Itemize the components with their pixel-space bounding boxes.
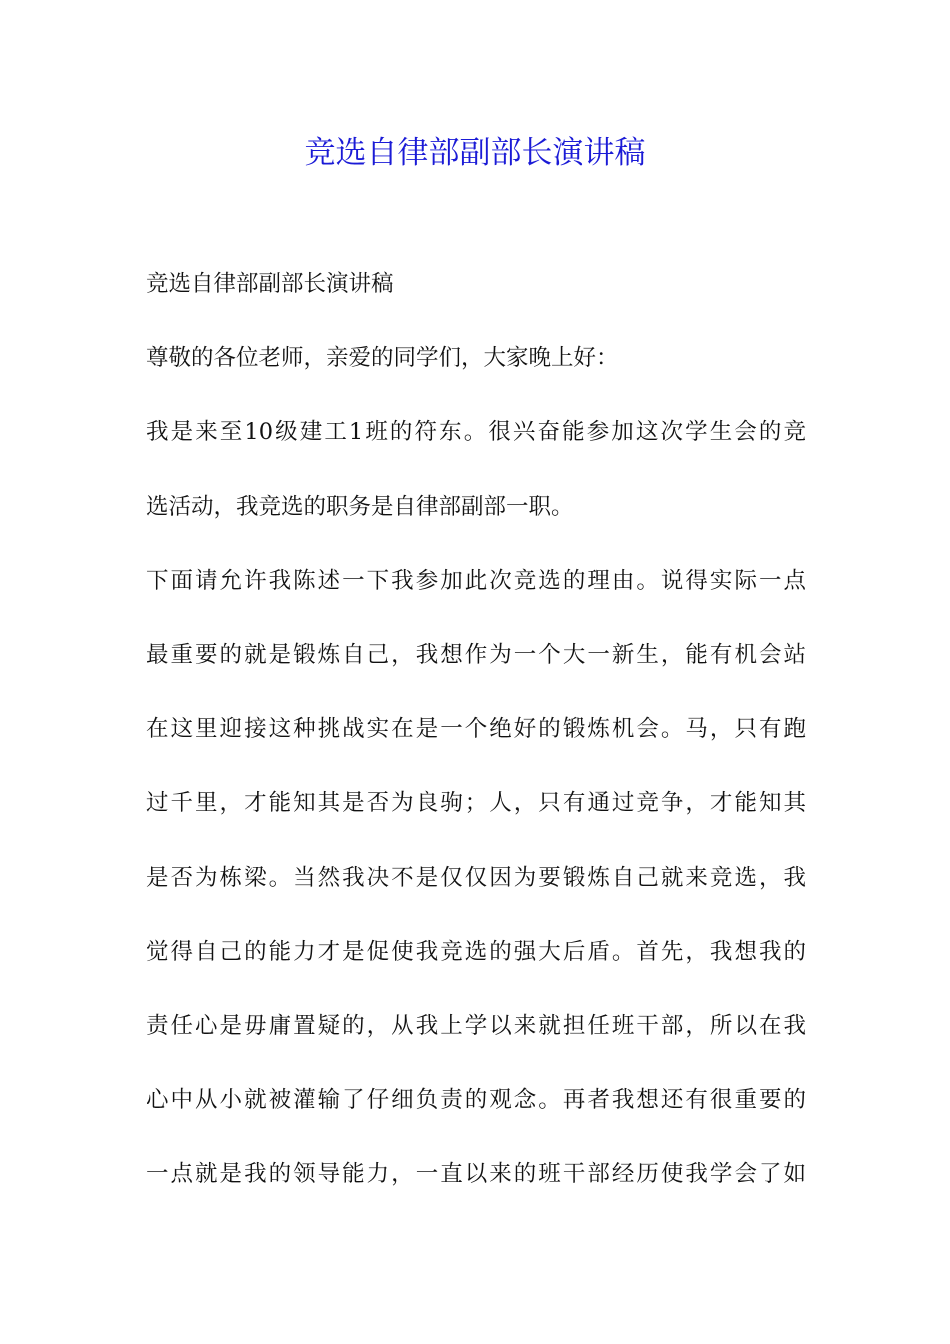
paragraph-line: 下面请允许我陈述一下我参加此次竞选的理由。说得实际一点 [146,567,806,594]
paragraph-line: 过千里，才能知其是否为良驹；人，只有通过竞争，才能知其 [146,790,806,817]
paragraph-line: 觉得自己的能力才是促使我竞选的强大后盾。首先，我想我的 [146,938,806,965]
heading-line: 竞选自律部副部长演讲稿 [146,271,394,297]
paragraph-line: 在这里迎接这种挑战实在是一个绝好的锻炼机会。马，只有跑 [146,716,806,743]
paragraph-line: 选活动，我竞选的职务是自律部副部一职。 [146,493,574,520]
paragraph-line: 一点就是我的领导能力，一直以来的班干部经历使我学会了如 [146,1161,806,1188]
document-body [146,262,806,1226]
paragraph-line: 责任心是毋庸置疑的，从我上学以来就担任班干部，所以在我 [146,1012,806,1039]
paragraph-line: 最重要的就是锻炼自己，我想作为一个大一新生，能有机会站 [146,641,806,668]
greeting-line: 尊敬的各位老师，亲爱的同学们，大家晚上好： [146,345,619,372]
paragraph-line: 心中从小就被灌输了仔细负责的观念。再者我想还有很重要的 [146,1087,806,1114]
document-title: 竞选自律部副部长演讲稿 [304,135,646,171]
paragraph-line: 我是来至10级建工1班的符东。很兴奋能参加这次学生会的竞 [146,419,806,446]
paragraph-line: 是否为栋梁。当然我决不是仅仅因为要锻炼自己就来竞选，我 [146,864,806,891]
